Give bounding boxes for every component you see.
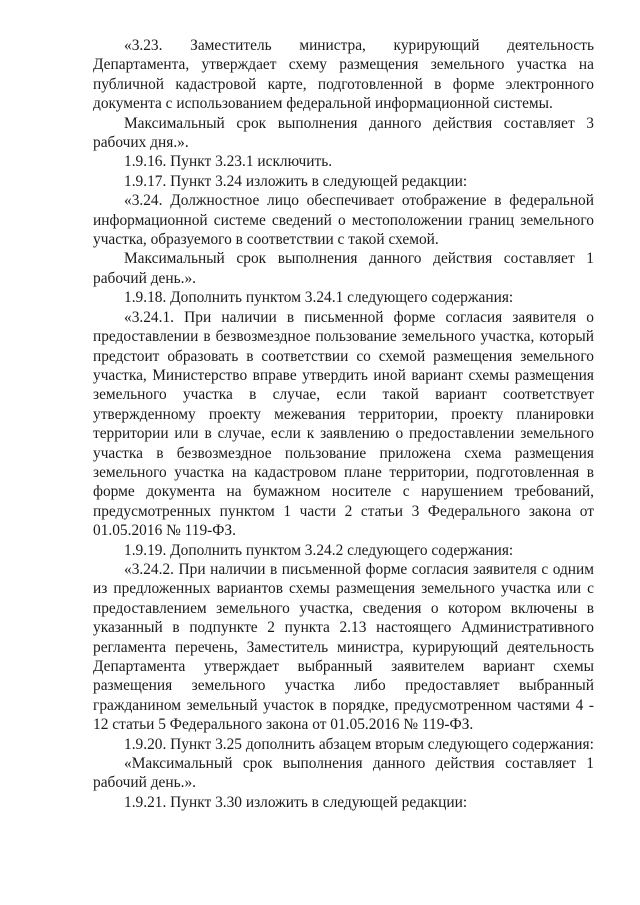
paragraph-1-9-16: 1.9.16. Пункт 3.23.1 исключить. bbox=[124, 153, 333, 171]
paragraph-deadline-1-day-quote: «Максимальный срок выполнения данного действия составляет 1 рабочий день.». bbox=[93, 755, 594, 792]
paragraph-deadline-1-day: Максимальный срок выполнения данного действия составляет 1 рабочий день.». bbox=[93, 250, 594, 287]
paragraph-1-9-20: 1.9.20. Пункт 3.25 дополнить абзацем вторым следующего содержания: bbox=[124, 735, 594, 753]
paragraph-3-24: «3.24. Должностное лицо обеспечивает отображение в федеральной информационной системе сведений о местоположении границ земельного участка, образуемого в соответствии с такой схемой. bbox=[93, 192, 594, 249]
paragraph-3-23: «3.23. Заместитель министра, курирующий деятельность Департамента, утверждает схему размещения земельного участка на публичной кадастровой карте, подготовленной в форме электронного документа с использованием федеральной информационной системы. bbox=[93, 37, 594, 113]
paragraph-1-9-19: 1.9.19. Дополнить пунктом 3.24.2 следующего содержания: bbox=[124, 541, 514, 559]
paragraph-3-24-2: «3.24.2. При наличии в письменной форме согласия заявителя с одним из предложенных вариантов схемы размещения земельного участка или с предоставлением земельного участка, сведения о котором включены в указанный в подпункте 2 пункта 2.13 настоящего Административного регламента перечень, Заместитель министра, курирующий деятельность Департамента утверждает выбранный заявителем вариант схемы размещения земельного участка либо предоставляет выбранный гражданином земельный участок в порядке, предусмотренном частями 4 - 12 статьи 5 Федерального закона от 01.05.2016 № 119-ФЗ. bbox=[93, 560, 594, 734]
paragraph-1-9-17: 1.9.17. Пункт 3.24 изложить в следующей редакции: bbox=[124, 172, 468, 190]
document-body bbox=[93, 36, 594, 812]
paragraph-deadline-3-days: Максимальный срок выполнения данного действия составляет 3 рабочих дня.». bbox=[93, 114, 594, 152]
paragraph-3-24-1: «3.24.1. При наличии в письменной форме согласия заявителя о предоставлении в безвозмездное пользование земельного участка, который предстоит образовать в соответствии со схемой размещения земельного участка, Министерство вправе утвердить иной вариант схемы размещения земельного участка в случае, если такой вариант соответствует утвержденному проекту межевания территории, проекту планировки территории или в случае, если к заявлению о предоставлении земельного участка в безвозмездное пользование приложена схема размещения земельного участка на кадастровом плане территории, подготовленная в форме документа на бумажном носителе с нарушением требований, предусмотренных пунктом 1 части 2 статьи 3 Федерального закона от 01.05.2016 № 119-ФЗ. bbox=[93, 308, 594, 540]
paragraph-1-9-18: 1.9.18. Дополнить пунктом 3.24.1 следующего содержания: bbox=[124, 289, 514, 307]
paragraph-1-9-21: 1.9.21. Пункт 3.30 изложить в следующей редакции: bbox=[124, 793, 468, 811]
